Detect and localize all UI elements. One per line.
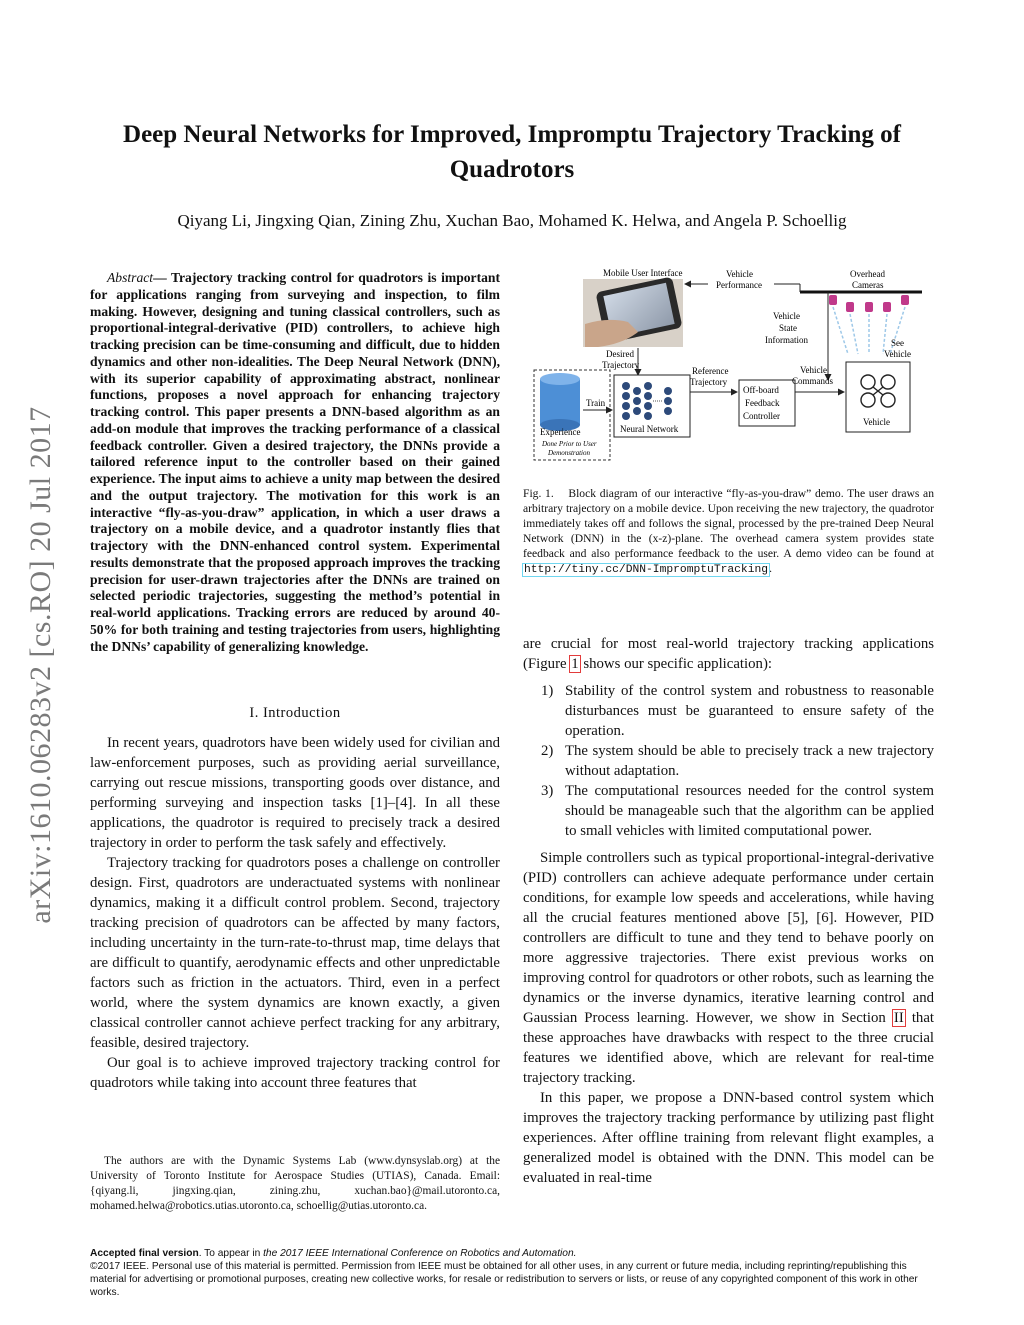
database-icon [540,373,580,431]
abstract [90,270,500,655]
list-item [523,741,934,781]
label-ctrl-2: Feedback [745,398,780,408]
label-ctrl-3: Controller [743,411,780,421]
author-footnote [90,1154,500,1214]
label-experience: Experience [540,427,581,437]
label-vehicle: Vehicle [863,417,890,427]
caption-text: Block diagram of our interactive “fly-as-you-draw” demo. The user draws an arbitrary trajectory on a mobile device. Upon receiving the new trajectory, the quadrotor immediately takes off and follows the signal, processed by the pre-trained Deep Neural Network (DNN) in the (x-z)-plane. The overhead camera system provides state feedback and also performance feedback to the user. A demo video can be found at [523,487,934,560]
list-item-number: 1) [541,683,554,699]
right-p2-text-b: that these approaches have drawbacks with respect to the three crucial features we identified above, which are relevant for real-time trajectory tracking. [523,1010,935,1086]
arxiv-sidebar [18,365,64,965]
label-cmd-1: Vehicle [800,365,827,375]
author-list: Qiyang Li, Jingxing Qian, Zining Zhu, Xuchan Bao, Mohamed K. Helwa, and Angela P. Schoellig [177,211,847,230]
right-p2-text-a: Simple controllers such as typical proportional-integral-derivative (PID) controllers can achieve adequate performance under certain conditions, for example low speeds and accelerations, while having all the crucial features mentioned above [5], [6]. However, PID controllers are difficult to tune and they tend to behave poorly on more aggressive trajectories. There exist previous works on improving control for quadrotors or other robots, such as learning the dynamics or the inverse dynamics, iterative learning control and Gaussian Process learning. However, we show in Section [523,850,934,1026]
label-see-1: See [891,338,904,348]
label-done-1: Done Prior to User [542,440,597,448]
figure-1-caption: Fig. 1. Block diagram of our interactive “fly-as-you-draw” demo. The user draws an arbitrary trajectory on a mobile device. Upon receiving the new trajectory, the quadrotor immediately takes off and follows the signal, processed by the pre-trained Deep Neural Network (DNN) in the (x-z)-plane. The overhead camera system provides state feedback and also performance feedback to the user. A demo video can be found at http://tiny.cc/DNN-ImpromptuTracking. [523,487,934,576]
abstract-label: Abstract [107,270,154,285]
paper-title: Deep Neural Networks for Improved, Impromptu Trajectory Tracking of Quadrotors [123,121,901,183]
list-item-text: Stability of the control system and robustness to reasonable disturbances must be guaranteed to ensure safety of the operation. [565,683,934,739]
label-ref-2: Trajectory [690,377,728,387]
label-see-2: Vehicle [884,349,911,359]
right-paragraph-3: In this paper, we propose a DNN-based control system which improves the trajectory tracking performance by utilizing past flight experiences. After offline training from relevant flight examples, a generalized model is obtained with the DNN. This model can be evaluated in real-time [523,1090,934,1186]
arxiv-identifier: arXiv:1610.06283v2 [cs.RO] 20 Jul 2017 [24,406,57,924]
list-item [523,781,934,841]
list-item-number: 3) [541,783,554,799]
copyright-notice [90,1247,940,1299]
section-heading-introduction: I. Introduction [249,705,341,721]
list-item-number: 2) [541,743,554,759]
intro-paragraph-1: In recent years, quadrotors have been widely used for civilian and law-enforcement purposes, such as providing aerial surveillance, carrying out rescue missions, transporting goods over distance, and performing surveying and inspection tasks [1]–[4]. In all these applications, the quadrotor is required to precisely track a desired trajectory in order to perform the task safely and effectively. [90,735,500,851]
figure-reference-link[interactable]: 1 [571,656,579,672]
label-overhead-1: Overhead [850,269,885,279]
label-state-3: Information [765,335,808,345]
list-item-text: The system should be able to precisely track a new trajectory without adaptation. [565,743,934,779]
abstract-text: Trajectory tracking control for quadrotors is important for applications ranging from surveying and inspection, to film making. However, designing and tuning classical controllers, such as proportional-integral-derivative (PID) controllers, to achieve high tracking precision can be time-consuming and difficult, due to hidden dynamics and other non-idealities. The Deep Neural Network (DNN), with its superior capability of approximating abstract, nonlinear functions, proposes a novel approach for enhancing trajectory tracking control. This paper presents a DNN-based algorithm as an add-on module that improves the tracking performance of a classical feedback controller. Given a desired trajectory, the DNNs provide a tailored reference input to the controller based on their gained experience. The input aims to achieve a unity map between the desired and the output trajectory. The motivation for this work is an interactive “fly-as-you-draw” application, in which a user draws a trajectory on a mobile device, and a quadrotor instantly flies that trajectory with the DNN-enhanced control system. Experimental results demonstrate that the proposed approach improves the tracking precision for user-drawn trajectories after the DNNs are trained on selected periodic trajectories, suggesting the method’s potential in real-world applications. Tracking errors are reduced by around 40-50% for both training and testing trajectories from users, highlighting the DNNs’ capability of generalizing knowledge. [90,270,500,654]
label-overhead-2: Cameras [852,280,884,290]
tablet-photo [583,276,683,347]
right-paragraph-1 [523,634,934,674]
label-desired-2: Trajectory [602,360,640,370]
label-neural-network: Neural Network [620,424,679,434]
right-column-body [523,634,934,1188]
section-reference-link[interactable]: II [893,1010,904,1026]
accepted-text: . To appear in [198,1248,264,1259]
label-state-2: State [779,323,797,333]
figure-1-diagram [528,262,928,462]
list-item [523,681,934,741]
right-p1-text-b: shows our specific application): [579,656,772,672]
demo-video-link[interactable]: http://tiny.cc/DNN-ImpromptuTracking [524,564,769,576]
label-train: Train [586,398,606,408]
label-vehicle-perf-2: Performance [716,280,762,290]
footnote-text: The authors are with the Dynamic Systems Lab (www.dynsyslab.org) at the University of Toronto Institute for Aerospace Studies (UTIAS), Canada. Email: {qiyang.li, jingxing.qian, zining.zhu, xuchan.bao}@mail.utoronto.ca, mohamed.helwa@robotics.utias.utoronto.ca, schoellig@utias.utoronto.ca. [90,1155,500,1212]
introduction-body [90,733,500,1093]
caption-label: Fig. 1. [523,487,554,500]
label-done-2: Demonstration [548,449,590,457]
label-cmd-2: Commands [792,376,834,386]
label-state-1: Vehicle [773,311,800,321]
copyright-text: ©2017 IEEE. Personal use of this material is permitted. Permission from IEEE must be obtained for all other uses, in any current or future media, including reprinting/republishing this material for advertising or promotional purposes, creating new collective works, for resale or redistribution to servers or lists, or reuse of any copyrighted component of this work in other works. [90,1261,918,1298]
overhead-cameras [829,295,909,312]
label-vehicle-perf-1: Vehicle [726,269,753,279]
venue-text: the 2017 IEEE International Conference on Robotics and Automation. [263,1248,577,1259]
list-item-text: The computational resources needed for the control system should be manageable such that the algorithm can be applied to small vehicles with limited computational power. [565,783,934,839]
label-ref-1: Reference [692,366,729,376]
intro-paragraph-2: Trajectory tracking for quadrotors poses a challenge on controller design. First, quadrotors are underactuated systems with nonlinear dynamics, making it a difficult control problem. Second, trajectory tracking precision of quadrotors can be affected by many factors, including uncertainty in the turn-rate-to-thrust map, time delays that are difficult to quantify, aerodynamic effects and other unpredictable factors such as friction in the actuators. Third, even in a perfect world, where the system dynamics are known exactly, a given classical controller cannot achieve perfect tracking for any arbitrary, feasible, desired trajectory. [90,855,500,1051]
label-ctrl-1: Off-board [743,385,779,395]
accepted-label: Accepted final version [90,1248,199,1259]
label-desired-1: Desired [606,349,634,359]
right-paragraph-2 [523,848,934,1088]
label-mobile-ui: Mobile User Interface [603,268,683,278]
right-p1-text-a: are crucial for most real-world trajectory tracking applications (Figure [523,636,934,672]
intro-paragraph-3: Our goal is to achieve improved trajectory tracking control for quadrotors while taking into account three features that [90,1055,500,1091]
abstract-dash: — [153,270,167,285]
crucial-features-list [523,681,934,841]
